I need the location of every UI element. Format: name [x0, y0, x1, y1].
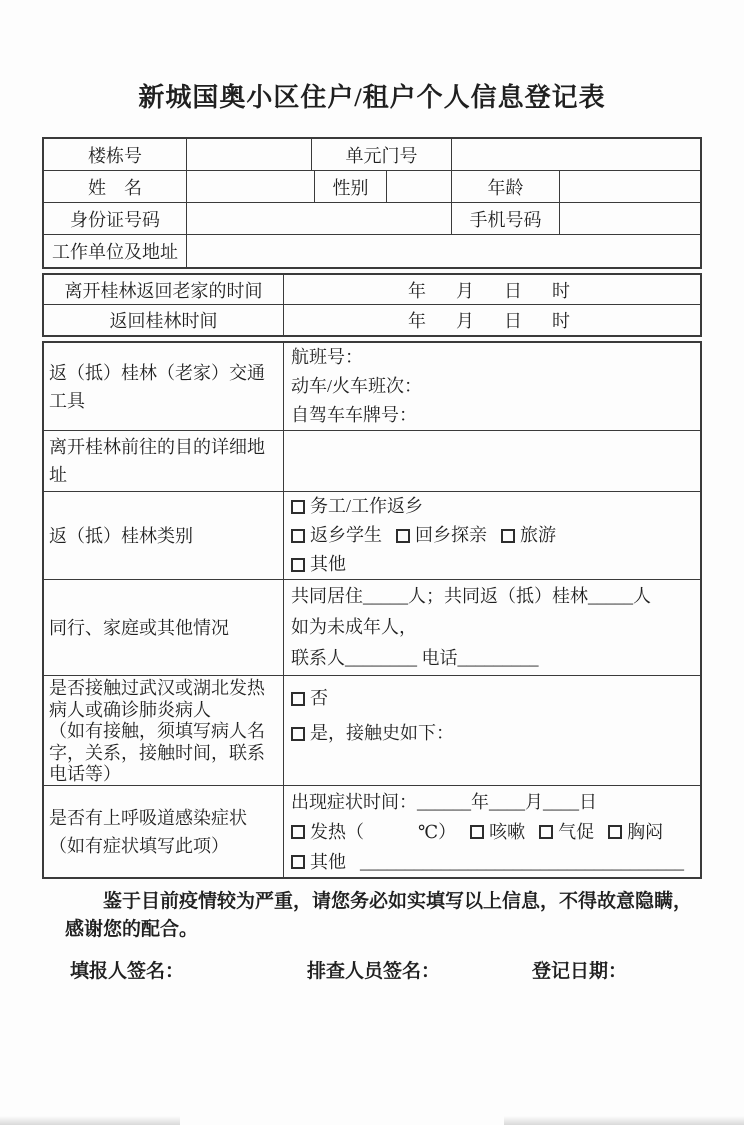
flight-number-line: 航班号： [291, 347, 363, 367]
checkbox-contact-no [291, 692, 305, 706]
contact-history-label [44, 676, 284, 785]
table-row-work-unit [44, 235, 700, 267]
transport-field [284, 343, 700, 430]
category-option-line-2 [291, 521, 700, 550]
contact-history-label-main: 是否接触过武汉或湖北发热病人或确诊肺炎病人 [49, 678, 265, 720]
cohabitants-line: 共同居住_____人；共同返（抵）桂林_____人 [291, 586, 651, 606]
checkbox-symptom-other [291, 855, 305, 869]
table-row-transport [44, 343, 700, 431]
checkbox-family-visit [396, 529, 410, 543]
building-number-field [187, 139, 312, 170]
leave-guilin-time-label: 离开桂林返回老家的时间 [44, 275, 284, 304]
symptom-other-blank-line: ____________________________________ [360, 851, 684, 872]
table-row-name [44, 171, 700, 203]
scan-artifact-bottom-left [0, 1116, 180, 1125]
phone-number-field [560, 203, 700, 234]
checkbox-work-return [291, 500, 305, 514]
work-unit-field [187, 235, 700, 267]
option-travel [501, 521, 556, 550]
travel-time-table [42, 273, 702, 337]
return-guilin-time-label: 返回桂林时间 [44, 305, 284, 335]
return-category-field [284, 492, 700, 579]
id-number-label: 身份证号码 [44, 203, 187, 234]
footer-note [65, 888, 704, 944]
symptom-other-line [291, 847, 700, 877]
option-contact-yes-label: 是，接触史如下： [310, 723, 454, 743]
checkbox-cough [470, 825, 484, 839]
table-row-companions [44, 580, 700, 676]
option-cough [470, 817, 525, 847]
car-plate-line: 自驾车车牌号： [291, 405, 417, 425]
unit-door-number-label: 单元门号 [312, 139, 452, 170]
registration-date-label: 登记日期： [532, 961, 628, 982]
option-category-other-label: 其他 [310, 554, 346, 574]
footer-note-line-1: 鉴于目前疫情较为严重，请您务必如实填写以上信息，不得故意隐瞒， [103, 891, 693, 912]
contact-history-no-line [291, 681, 700, 716]
table-row-building [44, 139, 700, 171]
checkbox-shortness-of-breath [539, 825, 553, 839]
symptoms-label-note: （如有症状填写此项） [49, 835, 229, 856]
option-symptom-other-label: 其他 [310, 851, 346, 872]
minor-note-line: 如为未成年人， [291, 617, 417, 637]
building-number-label: 楼栋号 [44, 139, 187, 170]
checkbox-travel [501, 529, 515, 543]
checkbox-fever [291, 825, 305, 839]
companions-label: 同行、家庭或其他情况 [44, 580, 284, 675]
contact-history-yes-line [291, 716, 700, 751]
guardian-contact-line: 联系人________ 电话_________ [291, 648, 539, 668]
option-work-return [291, 492, 423, 521]
checkbox-category-other [291, 558, 305, 572]
category-option-line-3 [291, 550, 700, 579]
table-row-leave-time [44, 275, 700, 305]
unit-door-number-field [452, 139, 700, 170]
signature-row [0, 957, 744, 987]
option-returning-student [291, 521, 382, 550]
option-contact-yes [291, 716, 454, 751]
option-shortness-of-breath-label: 气促 [558, 821, 595, 842]
checkbox-returning-student [291, 529, 305, 543]
option-chest-tightness-label: 胸闷 [627, 821, 664, 842]
phone-number-label: 手机号码 [452, 203, 560, 234]
option-contact-no [291, 681, 328, 716]
contact-history-label-note: （如有接触，须填写病人名字，关系，接触时间，联系电话等） [49, 721, 265, 784]
leave-guilin-time-field: 年 月 日 时 [408, 280, 576, 301]
train-number-line: 动车/火车班次： [291, 376, 423, 396]
form-title: 新城国奥小区住户/租户个人信息登记表 [138, 83, 606, 112]
option-family-visit-label: 回乡探亲 [415, 525, 487, 545]
option-travel-label: 旅游 [520, 525, 556, 545]
name-field [187, 171, 315, 202]
option-contact-no-label: 否 [310, 688, 328, 708]
gender-field [387, 171, 452, 202]
option-category-other [291, 550, 346, 579]
id-number-field [187, 203, 452, 234]
form-tables [42, 137, 702, 879]
age-label: 年龄 [452, 171, 560, 202]
checkbox-contact-yes [291, 727, 305, 741]
table-row-contact-history [44, 676, 700, 786]
table-row-return-time [44, 305, 700, 335]
footer-note-line-2: 感谢您的配合。 [65, 919, 199, 940]
option-cough-label: 咳嗽 [489, 821, 526, 842]
destination-address-label: 离开桂林前往的目的详细地址 [44, 431, 284, 491]
option-work-return-label: 务工/工作返乡 [310, 496, 424, 516]
gender-label: 性别 [315, 171, 387, 202]
work-unit-label: 工作单位及地址 [44, 235, 187, 267]
name-label: 姓 名 [44, 171, 187, 202]
table-row-destination [44, 431, 700, 492]
checkbox-chest-tightness [608, 825, 622, 839]
option-family-visit [396, 521, 487, 550]
age-field [560, 171, 700, 202]
option-chest-tightness [608, 817, 663, 847]
basic-info-table [42, 137, 702, 269]
return-category-label: 返（抵）桂林类别 [44, 492, 284, 579]
details-table [42, 341, 702, 879]
filler-signature-label: 填报人签名： [70, 961, 185, 982]
symptom-onset-line: 出现症状时间：______年____月____日 [291, 791, 597, 812]
table-row-id-number [44, 203, 700, 235]
table-row-symptoms [44, 786, 700, 877]
return-guilin-time-field: 年 月 日 时 [408, 311, 576, 331]
registration-form-page [0, 82, 744, 1125]
scan-artifact-bottom-right [504, 1116, 744, 1125]
category-option-line-1 [291, 492, 700, 521]
option-fever [291, 817, 456, 847]
option-shortness-of-breath [539, 817, 594, 847]
inspector-signature-label: 排查人员签名： [307, 961, 441, 982]
table-row-category [44, 492, 700, 580]
destination-address-field [284, 431, 700, 491]
companions-field [284, 580, 700, 675]
symptoms-field [284, 786, 700, 877]
option-returning-student-label: 返乡学生 [310, 525, 382, 545]
option-fever-label: 发热（ ℃） [310, 821, 457, 842]
option-symptom-other [291, 847, 346, 877]
symptom-options-line [291, 817, 700, 847]
symptoms-label-main: 是否有上呼吸道感染症状 [49, 807, 247, 828]
transport-label: 返（抵）桂林（老家）交通工具 [44, 343, 284, 430]
contact-history-field [284, 676, 700, 785]
symptoms-label [44, 786, 284, 877]
